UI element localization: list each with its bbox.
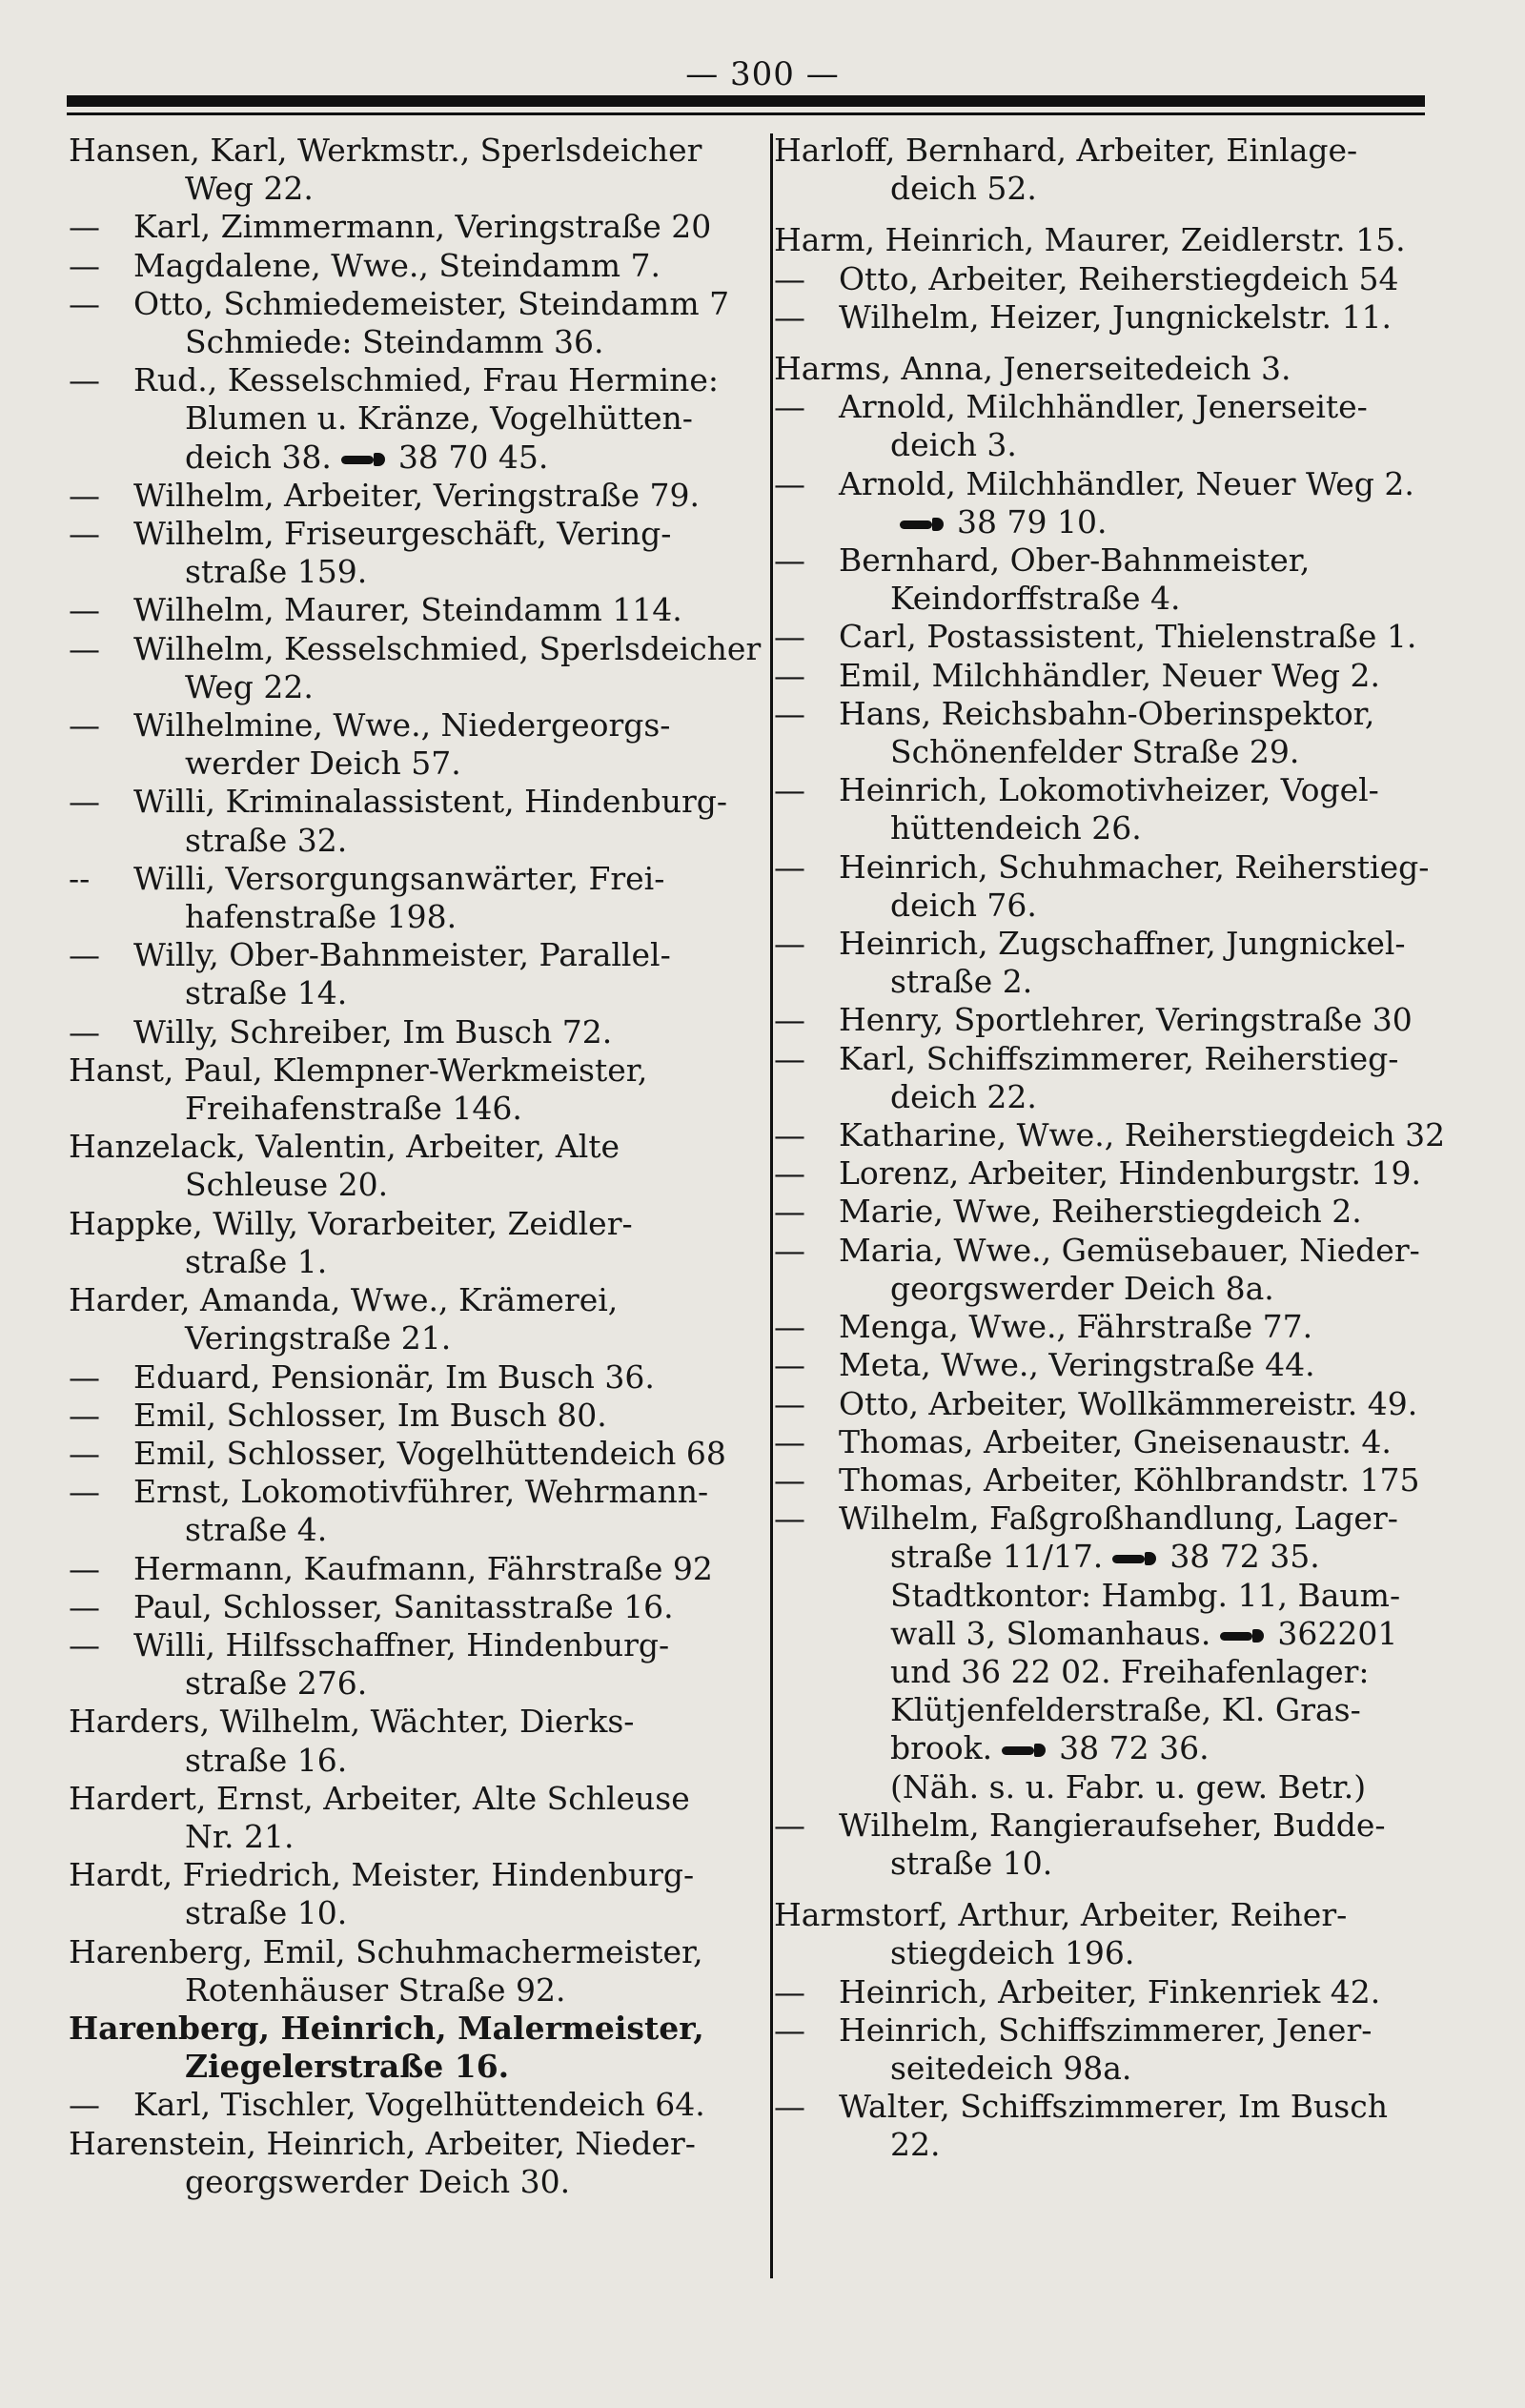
repeat-dash: — [774, 297, 805, 336]
directory-entry [774, 1040, 1462, 1116]
entry-line: straße 10. [185, 1894, 348, 1932]
entry-line: Arnold, Milchhändler, Jenerseite- [839, 388, 1368, 426]
entry-line: Thomas, Arbeiter, Köhlbrandstr. 175 [839, 1460, 1420, 1499]
repeat-dash: — [69, 515, 100, 553]
directory-entry [774, 771, 1462, 847]
entry-line: Willy, Ober-Bahnmeister, Parallel- [133, 936, 671, 974]
entry-line: Otto, Schmiedemeister, Steindamm 7 [133, 284, 730, 322]
entry-line: Walter, Schiffszimmerer, Im Busch [839, 2088, 1388, 2126]
page-number: — 300 — [685, 55, 840, 93]
entry-line: Bernhard, Ober-Bahnmeister, [839, 541, 1311, 580]
directory-entry [69, 1205, 755, 1281]
entry-line: Keindorffstraße 4. [890, 580, 1181, 618]
entry-line: Harenberg, Emil, Schuhmachermeister, [69, 1932, 703, 1970]
directory-entry [774, 925, 1462, 1001]
repeat-dash: — [774, 925, 805, 963]
repeat-dash: — [774, 1384, 805, 1422]
directory-entry [69, 2086, 755, 2124]
telephone-icon [900, 517, 944, 532]
directory-entry [774, 1308, 1462, 1346]
directory-entry [69, 2010, 755, 2086]
entry-line: Menga, Wwe., Fährstraße 77. [839, 1308, 1313, 1346]
entry-line: Schönenfelder Straße 29. [890, 733, 1300, 771]
entry-line: Wilhelm, Faßgroßhandlung, Lager- [839, 1500, 1398, 1538]
directory-entry [69, 1588, 755, 1626]
entry-line: deich 52. [890, 170, 1037, 208]
entry-line: Harloff, Bernhard, Arbeiter, Einlage- [774, 132, 1358, 169]
repeat-dash: — [774, 1346, 805, 1384]
repeat-dash: — [69, 361, 100, 399]
entry-line: Heinrich, Zugschaffner, Jungnickel- [839, 925, 1406, 963]
entry-line: Harenstein, Heinrich, Arbeiter, Nieder- [69, 2124, 696, 2162]
repeat-dash: — [69, 284, 100, 322]
repeat-dash: — [774, 1308, 805, 1346]
directory-entry [69, 1550, 755, 1588]
directory-entry [774, 618, 1462, 656]
entry-line: Harmstorf, Arthur, Arbeiter, Reiher- [774, 1896, 1348, 1934]
directory-entry [69, 361, 755, 477]
entry-line: Hanst, Paul, Klempner-Werkmeister, [69, 1051, 648, 1089]
directory-entry [774, 260, 1462, 298]
right-column [774, 132, 1462, 2165]
directory-entry [774, 1232, 1462, 1308]
repeat-dash: — [774, 771, 805, 809]
entry-line: straße 32. [185, 821, 348, 859]
entry-line: straße 10. [890, 1844, 1053, 1882]
entry-line: Wilhelm, Heizer, Jungnickelstr. 11. [839, 297, 1392, 336]
entry-line: Willi, Versorgungsanwärter, Frei- [133, 859, 665, 897]
repeat-dash: — [774, 1806, 805, 1844]
directory-entry [69, 1397, 755, 1435]
directory-entry [774, 1346, 1462, 1384]
entry-line: Hans, Reichsbahn-Oberinspektor, [839, 694, 1375, 732]
header-rule-thick [67, 95, 1425, 107]
repeat-dash: — [69, 629, 100, 667]
entry-line: deich 3. [890, 426, 1017, 464]
entry-line: Otto, Arbeiter, Reiherstiegdeich 54 [839, 259, 1399, 297]
repeat-dash: — [69, 1549, 100, 1587]
entry-line: straße 2. [890, 963, 1033, 1001]
entry-line: Klütjenfelderstraße, Kl. Gras- [890, 1691, 1361, 1729]
telephone-icon [341, 452, 385, 467]
column-divider [770, 133, 773, 2278]
entry-line: Heinrich, Schiffszimmerer, Jener- [839, 2010, 1372, 2049]
entry-line: Emil, Schlosser, Vogelhüttendeich 68 [133, 1434, 726, 1472]
repeat-dash: — [69, 1012, 100, 1051]
repeat-dash: — [69, 591, 100, 629]
directory-entry [774, 541, 1462, 618]
directory-entry [774, 1973, 1462, 2011]
entry-line: straße 14. [185, 974, 348, 1012]
directory-entry [774, 1423, 1462, 1461]
directory-entry [774, 221, 1462, 259]
entry-line: Karl, Tischler, Vogelhüttendeich 64. [133, 2086, 705, 2124]
repeat-dash: — [774, 541, 805, 580]
entry-line: Stadtkontor: Hambg. 11, Baum- [890, 1576, 1401, 1614]
entry-line: Marie, Wwe, Reiherstiegdeich 2. [839, 1193, 1362, 1231]
entry-line: Weg 22. [185, 170, 314, 208]
directory-entry [69, 1626, 755, 1703]
entry-line: Harms, Anna, Jenerseitedeich 3. [774, 350, 1291, 388]
telephone-icon [1220, 1628, 1264, 1643]
repeat-dash: — [774, 1116, 805, 1154]
directory-entry [69, 860, 755, 936]
repeat-dash: — [69, 936, 100, 974]
directory-entry [774, 2011, 1462, 2088]
entry-line: Hardert, Ernst, Arbeiter, Alte Schleuse [69, 1779, 690, 1817]
entry-line: stiegdeich 196. [890, 1934, 1135, 1972]
entry-line: Schleuse 20. [185, 1166, 389, 1204]
directory-entry [774, 465, 1462, 541]
entry-line: hüttendeich 26. [890, 809, 1142, 847]
directory-entry [69, 1933, 755, 2010]
repeat-dash: — [69, 1625, 100, 1663]
entry-line: Willi, Kriminalassistent, Hindenburg- [133, 783, 728, 821]
entry-line: 22. [890, 2126, 941, 2164]
entry-line: Wilhelm, Maurer, Steindamm 114. [133, 591, 682, 629]
entry-line: Wilhelmine, Wwe., Niedergeorgs- [133, 706, 671, 745]
entry-line: Lorenz, Arbeiter, Hindenburgstr. 19. [839, 1154, 1422, 1193]
entry-line: Nr. 21. [185, 1817, 295, 1855]
directory-entry [774, 388, 1462, 464]
entry-line: deich 76. [890, 886, 1037, 924]
repeat-dash: — [774, 2088, 805, 2126]
repeat-dash: — [774, 1154, 805, 1193]
entry-line: Wilhelm, Friseurgeschäft, Vering- [133, 515, 672, 553]
repeat-dash: — [774, 1460, 805, 1499]
directory-entry [69, 285, 755, 361]
repeat-dash: — [774, 656, 805, 694]
entry-line: Hansen, Karl, Werkmstr., Sperlsdeicher [69, 132, 702, 169]
entry-line: Emil, Schlosser, Im Busch 80. [133, 1396, 607, 1434]
entry-line: Heinrich, Schuhmacher, Reiherstieg- [839, 847, 1430, 886]
directory-entry [69, 247, 755, 285]
repeat-dash: — [774, 618, 805, 656]
entry-line: Harder, Amanda, Wwe., Krämerei, [69, 1281, 619, 1319]
directory-entry [69, 1473, 755, 1549]
directory-entry [69, 783, 755, 859]
entry-line: Willi, Hilfsschaffner, Hindenburg- [133, 1625, 670, 1663]
entry-line: Harm, Heinrich, Maurer, Zeidlerstr. 15. [774, 221, 1406, 259]
directory-entry [774, 1154, 1462, 1193]
entry-line: Blumen u. Kränze, Vogelhütten- [185, 399, 693, 438]
directory-entry [774, 2088, 1462, 2164]
entry-line: Thomas, Arbeiter, Gneisenaustr. 4. [839, 1422, 1392, 1460]
entry-line: Harenberg, Heinrich, Malermeister, [69, 2009, 704, 2047]
phone-number: 38 70 45. [397, 438, 549, 476]
entry-line [839, 503, 1462, 541]
entry-line: Hardt, Friedrich, Meister, Hindenburg- [69, 1856, 695, 1894]
entry-line: straße 16. [185, 1741, 348, 1779]
directory-entry [69, 1780, 755, 1856]
directory-entry [774, 657, 1462, 695]
phone-number: 38 72 35. [1169, 1538, 1320, 1576]
entry-line: deich 38. 38 70 45. [185, 438, 549, 476]
entry-line: straße 4. [185, 1511, 328, 1549]
repeat-dash: — [774, 259, 805, 297]
entry-line: (Näh. s. u. Fabr. u. gew. Betr.) [890, 1767, 1367, 1806]
entry-line: straße 11/17. 38 72 35. [890, 1538, 1320, 1576]
repeat-dash: — [69, 706, 100, 745]
repeat-dash: — [69, 1357, 100, 1396]
repeat-dash: — [69, 1434, 100, 1472]
entry-line: Wilhelm, Kesselschmied, Sperlsdeicher [133, 629, 762, 667]
directory-entry [774, 1500, 1462, 1806]
entry-line: Ernst, Lokomotivführer, Wehrmann- [133, 1473, 709, 1511]
repeat-dash: — [774, 694, 805, 732]
entry-line: Meta, Wwe., Veringstraße 44. [839, 1346, 1315, 1384]
directory-entry [69, 132, 755, 208]
entry-line: Ziegelerstraße 16. [185, 2048, 510, 2086]
directory-entry [69, 1703, 755, 1779]
directory-entry [69, 1435, 755, 1473]
entry-line: und 36 22 02. Freihafenlager: [890, 1652, 1370, 1690]
directory-entry [774, 1896, 1462, 1972]
entry-line: Freihafenstraße 146. [185, 1090, 522, 1128]
directory-entry [774, 1116, 1462, 1154]
entry-line: Happke, Willy, Vorarbeiter, Zeidler- [69, 1204, 633, 1242]
entry-line: Rud., Kesselschmied, Frau Hermine: [133, 361, 720, 399]
entry-line: Schmiede: Steindamm 36. [185, 323, 604, 361]
entry-line: Magdalene, Wwe., Steindamm 7. [133, 246, 661, 284]
entry-line: wall 3, Slomanhaus. 362201 [890, 1614, 1398, 1652]
repeat-dash: — [69, 2086, 100, 2124]
repeat-dash: — [774, 464, 805, 502]
phone-number: 38 79 10. [957, 502, 1108, 541]
entry-line: Heinrich, Arbeiter, Finkenriek 42. [839, 1972, 1381, 2010]
repeat-dash: — [69, 783, 100, 821]
telephone-icon [1112, 1551, 1156, 1566]
entry-line: straße 276. [185, 1664, 368, 1703]
directory-entry [69, 1128, 755, 1204]
repeat-dash: -- [69, 859, 91, 897]
entry-line: Wilhelm, Arbeiter, Veringstraße 79. [133, 476, 701, 514]
repeat-dash: — [774, 2010, 805, 2049]
repeat-dash: — [774, 388, 805, 426]
directory-entry [69, 1051, 755, 1128]
phone-number: 38 72 36. [1059, 1729, 1210, 1767]
directory-entry [774, 1385, 1462, 1423]
directory-entry [774, 132, 1462, 208]
entry-line: Hermann, Kaufmann, Fährstraße 92 [133, 1549, 713, 1587]
directory-entry [774, 1461, 1462, 1500]
entry-line: Eduard, Pensionär, Im Busch 36. [133, 1357, 655, 1396]
directory-entry [69, 1281, 755, 1357]
entry-line: Henry, Sportlehrer, Veringstraße 30 [839, 1001, 1413, 1039]
entry-line: Karl, Zimmermann, Veringstraße 20 [133, 208, 712, 246]
directory-entry [69, 515, 755, 591]
repeat-dash: — [69, 1396, 100, 1434]
repeat-dash: — [774, 1231, 805, 1269]
directory-entry [69, 936, 755, 1012]
entry-line: Rotenhäuser Straße 92. [185, 1970, 566, 2009]
repeat-dash: — [774, 1193, 805, 1231]
directory-entry [774, 298, 1462, 337]
entry-line: Katharine, Wwe., Reiherstiegdeich 32 [839, 1116, 1446, 1154]
entry-line: Veringstraße 21. [185, 1319, 452, 1357]
entry-line: hafenstraße 198. [185, 898, 458, 936]
directory-entry [69, 1358, 755, 1397]
directory-entry [774, 1193, 1462, 1231]
repeat-dash: — [69, 1587, 100, 1625]
entry-line: Wilhelm, Rangieraufseher, Budde- [839, 1806, 1386, 1844]
entry-line: brook. 38 72 36. [890, 1729, 1210, 1767]
repeat-dash: — [774, 1422, 805, 1460]
directory-entry [69, 591, 755, 629]
directory-entry [69, 477, 755, 515]
directory-entry [774, 350, 1462, 388]
directory-entry [69, 208, 755, 246]
left-column [69, 132, 762, 2201]
repeat-dash: — [774, 1001, 805, 1039]
directory-entry [69, 1013, 755, 1051]
directory-entry [69, 1856, 755, 1932]
entry-line: Arnold, Milchhändler, Neuer Weg 2. [839, 464, 1414, 502]
directory-entry [774, 1806, 1462, 1883]
entry-line: Willy, Schreiber, Im Busch 72. [133, 1012, 613, 1051]
repeat-dash: — [69, 246, 100, 284]
entry-line: Hanzelack, Valentin, Arbeiter, Alte [69, 1128, 620, 1166]
entry-line: Otto, Arbeiter, Wollkämmereistr. 49. [839, 1384, 1418, 1422]
repeat-dash: — [774, 847, 805, 886]
entry-line: Paul, Schlosser, Sanitasstraße 16. [133, 1587, 674, 1625]
entry-line: straße 1. [185, 1242, 328, 1280]
entry-line: Maria, Wwe., Gemüsebauer, Nieder- [839, 1231, 1420, 1269]
directory-entry [774, 695, 1462, 771]
entry-line: seitedeich 98a. [890, 2049, 1132, 2087]
directory-entry [774, 848, 1462, 925]
header-rule-thin [67, 112, 1425, 115]
phone-number: 362201 [1277, 1614, 1398, 1652]
entry-line: werder Deich 57. [185, 745, 461, 783]
telephone-icon [1002, 1743, 1046, 1758]
repeat-dash: — [774, 1972, 805, 2010]
repeat-dash: — [69, 208, 100, 246]
entry-line: Harders, Wilhelm, Wächter, Dierks- [69, 1703, 635, 1741]
repeat-dash: — [774, 1039, 805, 1077]
directory-entry [69, 629, 762, 706]
entry-line: Weg 22. [185, 667, 314, 705]
repeat-dash: — [69, 1473, 100, 1511]
entry-line: deich 22. [890, 1077, 1037, 1115]
repeat-dash: — [774, 1500, 805, 1538]
directory-entry [774, 1001, 1462, 1039]
directory-entry [69, 706, 755, 783]
repeat-dash: — [69, 476, 100, 514]
entry-line: straße 159. [185, 553, 368, 591]
entry-line: Karl, Schiffszimmerer, Reiherstieg- [839, 1039, 1399, 1077]
entry-line: georgswerder Deich 8a. [890, 1269, 1274, 1307]
entry-line: Carl, Postassistent, Thielenstraße 1. [839, 618, 1417, 656]
entry-line: Emil, Milchhändler, Neuer Weg 2. [839, 656, 1380, 694]
directory-entry [69, 2125, 755, 2201]
entry-line: Heinrich, Lokomotivheizer, Vogel- [839, 771, 1379, 809]
entry-line: georgswerder Deich 30. [185, 2162, 571, 2200]
